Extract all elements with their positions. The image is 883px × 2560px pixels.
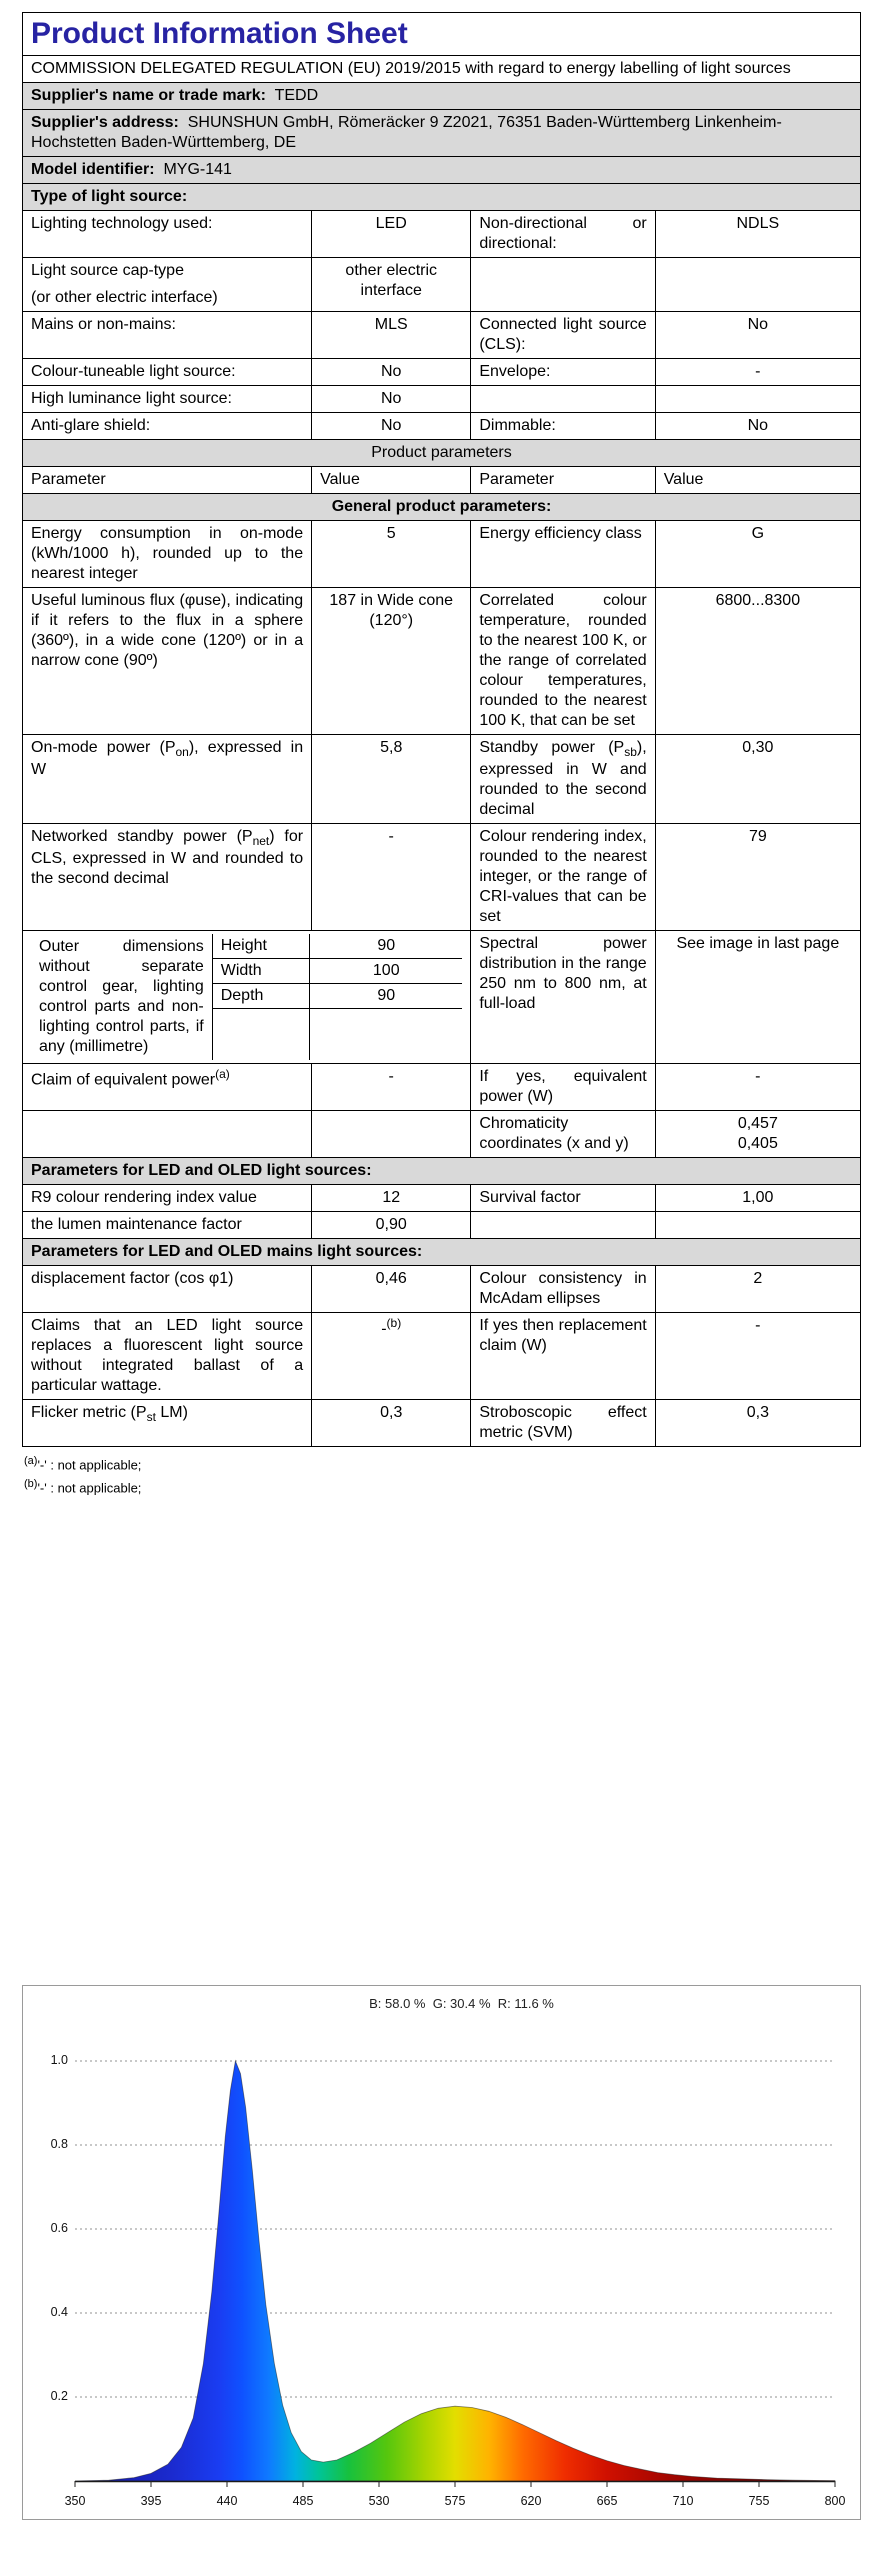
led-oled-header-row [23, 1158, 861, 1185]
mains-header: Parameters for LED and OLED mains light sources: [23, 1239, 861, 1266]
subscript: st [146, 1410, 156, 1425]
param-value-cell: - [312, 824, 471, 931]
dimension-name: Width [212, 959, 309, 984]
dimension-value: 90 [309, 984, 462, 1009]
param-value-cell: - [312, 1064, 471, 1111]
y-axis-tick-label: 0.2 [50, 2389, 68, 2403]
outer-dimensions-row [23, 931, 861, 1064]
subscript: net [252, 834, 270, 849]
equivalent-power-row [23, 1064, 861, 1111]
subtitle-row [23, 56, 861, 83]
supplier-address-value: SHUNSHUN GmbH, Römeräcker 9 Z2021, 76351 Baden-Württemberg Linkenheim-Hochstetten Baden-Württemberg, DE [31, 114, 782, 151]
param-label-cell [471, 735, 655, 824]
param-label-cell: displacement factor (cos φ1) [23, 1266, 312, 1313]
model-identifier-cell [23, 157, 861, 184]
supplier-name-row [23, 83, 861, 110]
label-text: ), expressed in W and rounded to the second decimal [479, 739, 647, 819]
y-axis-tick-label: 0.8 [50, 2137, 68, 2151]
type-value-cell: No [312, 386, 471, 413]
label-text: Networked standby power (P [31, 828, 253, 846]
title-cell [23, 13, 861, 56]
param-label-cell [471, 1212, 655, 1239]
type-value-cell: No [312, 413, 471, 440]
spectrum-area-path [75, 2061, 835, 2481]
chromaticity-y: 0,405 [737, 1135, 778, 1153]
dimension-filler [212, 1009, 309, 1060]
footnote-b [24, 1476, 861, 1498]
label-text: On-mode power (P [31, 739, 176, 756]
param-value-cell [655, 1212, 860, 1239]
param-label-cell [23, 1400, 312, 1447]
type-label-cell: Mains or non-mains: [23, 312, 312, 359]
chart-x-axis [64, 2491, 846, 2513]
label-text: LM) [155, 1404, 188, 1422]
type-label-cell: Colour-tuneable light source: [23, 359, 312, 386]
general-parameters-header-row [23, 494, 861, 521]
param-label-cell: Chromaticity coordinates (x and y) [471, 1111, 655, 1158]
fluorescent-claim-row [23, 1313, 861, 1400]
type-label-cell [471, 386, 655, 413]
type-table-row [23, 413, 861, 440]
cap-type-label-line2: (or other electric interface) [31, 289, 218, 306]
x-axis-tick-label: 575 [444, 2494, 466, 2508]
led-oled-header: Parameters for LED and OLED light sources: [23, 1158, 861, 1185]
param-label-cell: Stroboscopic effect metric (SVM) [471, 1400, 655, 1447]
param-value-cell: 12 [312, 1185, 471, 1212]
label-text: Flicker metric (P [31, 1404, 147, 1422]
value-text: - [381, 1320, 387, 1338]
column-header-cell: Value [655, 467, 860, 494]
param-value-cell [655, 1111, 860, 1158]
type-label-cell: Connected light source (CLS): [471, 312, 655, 359]
supplier-address-row [23, 110, 861, 157]
param-value-cell: 2 [655, 1266, 860, 1313]
dimension-value: 100 [309, 959, 462, 984]
type-label-cell: Envelope: [471, 359, 655, 386]
x-axis-tick-label: 800 [824, 2494, 846, 2508]
param-value-cell: 0,46 [312, 1266, 471, 1313]
cap-type-label-line1: Light source cap-type [31, 262, 184, 279]
type-value-cell: - [655, 359, 860, 386]
type-of-light-source-header: Type of light source: [23, 184, 861, 211]
model-identifier-value: MYG-141 [163, 161, 232, 178]
param-value-cell: 79 [655, 824, 860, 931]
param-label-cell: the lumen maintenance factor [23, 1212, 312, 1239]
type-label-cell: Anti-glare shield: [23, 413, 312, 440]
supplier-name-label: Supplier's name or trade mark: [31, 87, 266, 104]
type-label-cell: High luminance light source: [23, 386, 312, 413]
chart-bgr-percentages-label: B: 58.0 % G: 30.4 % R: 11.6 % [369, 1996, 554, 2011]
document-title: Product Information Sheet [31, 17, 408, 50]
param-label-cell [23, 735, 312, 824]
param-value-cell: 5,8 [312, 735, 471, 824]
type-label-cell: Lighting technology used: [23, 211, 312, 258]
x-axis-tick-label: 395 [140, 2494, 162, 2508]
type-table-row [23, 258, 861, 312]
x-axis-tick-label: 350 [64, 2494, 86, 2508]
luminous-flux-row [23, 588, 861, 735]
param-value-cell: See image in last page [655, 931, 860, 1064]
param-label-cell: Correlated colour temperature, rounded to the nearest 100 K, or the range of correlated colour temperatures, rounded to the nearest 100 K, that can be set [471, 588, 655, 735]
param-value-cell: 0,30 [655, 735, 860, 824]
param-value-cell: 0,3 [655, 1400, 860, 1447]
param-label-cell: Survival factor [471, 1185, 655, 1212]
footnote-marker: (b) [24, 1477, 38, 1490]
r9-row [23, 1185, 861, 1212]
label-text: ), expressed in W [31, 739, 304, 779]
param-label-cell: Useful luminous flux (φuse), indicating if it refers to the flux in a sphere (360º), in a wide cone (120º) or in a narrow cone (90º) [23, 588, 312, 735]
param-column-headers-row [23, 467, 861, 494]
param-value-cell: 0,3 [312, 1400, 471, 1447]
flicker-metric-row [23, 1400, 861, 1447]
param-label-cell [23, 1064, 312, 1111]
regulation-subtitle: COMMISSION DELEGATED REGULATION (EU) 2019/2015 with regard to energy labelling of light sources [23, 56, 861, 83]
column-header-cell: Parameter [23, 467, 312, 494]
dimensions-grid [31, 934, 462, 1060]
param-value-cell: 0,90 [312, 1212, 471, 1239]
footnote-text: '-' : not applicable; [37, 1457, 142, 1473]
dimension-name: Depth [212, 984, 309, 1009]
param-label-cell: Energy efficiency class [471, 521, 655, 588]
type-label-cell: Dimmable: [471, 413, 655, 440]
type-table-row [23, 211, 861, 258]
dimension-name: Height [212, 934, 309, 959]
type-label-cell [23, 258, 312, 312]
type-value-cell: No [312, 359, 471, 386]
param-value-cell: - [655, 1313, 860, 1400]
chromaticity-x: 0,457 [737, 1115, 778, 1133]
supplier-address-label: Supplier's address: [31, 114, 179, 131]
x-axis-tick-label: 665 [596, 2494, 618, 2508]
supplier-address-cell [23, 110, 861, 157]
type-value-cell: other electric interface [312, 258, 471, 312]
y-axis-tick-label: 1.0 [50, 2053, 68, 2067]
param-label-cell: Spectral power distribution in the range 250 nm to 800 nm, at full-load [471, 931, 655, 1064]
dimension-value: 90 [309, 934, 462, 959]
subscript: sb [624, 745, 637, 760]
param-label-cell: If yes, equivalent power (W) [471, 1064, 655, 1111]
footnote-marker: (a) [24, 1455, 38, 1468]
label-text: ) for CLS, expressed in W and rounded to the second decimal [31, 828, 304, 888]
networked-standby-row [23, 824, 861, 931]
x-axis-tick-label: 620 [520, 2494, 542, 2508]
lumen-maintenance-row [23, 1212, 861, 1239]
x-axis-tick-label: 710 [672, 2494, 694, 2508]
chromaticity-row [23, 1111, 861, 1158]
chart-gridlines [75, 2061, 835, 2397]
model-identifier-row [23, 157, 861, 184]
param-label-cell: Energy consumption in on-mode (kWh/1000 h), rounded up to the nearest integer [23, 521, 312, 588]
general-parameters-header: General product parameters: [23, 494, 861, 521]
footnotes [22, 1453, 861, 1498]
label-text: Claim of equivalent power [31, 1071, 216, 1089]
param-value-cell: 6800...8300 [655, 588, 860, 735]
chart-body [35, 2013, 848, 2513]
type-value-cell: No [655, 413, 860, 440]
dimensions-label: Outer dimensions without separate control gear, lighting control parts and non-lighting control parts, if any (millimetre) [39, 938, 204, 1056]
supplier-name-cell [23, 83, 861, 110]
mains-header-row [23, 1239, 861, 1266]
product-parameters-header: Product parameters [23, 440, 861, 467]
footnote-marker: (a) [215, 1067, 230, 1082]
document-table [22, 12, 861, 1447]
spectral-power-distribution-chart [22, 1985, 861, 2520]
type-of-light-source-header-row [23, 184, 861, 211]
param-value-cell [312, 1313, 471, 1400]
type-value-cell [655, 258, 860, 312]
supplier-name-value: TEDD [274, 87, 319, 104]
type-value-cell: No [655, 312, 860, 359]
energy-consumption-row [23, 521, 861, 588]
type-value-cell: NDLS [655, 211, 860, 258]
param-value-cell: 187 in Wide cone (120°) [312, 588, 471, 735]
type-value-cell: LED [312, 211, 471, 258]
param-label-cell: Colour rendering index, rounded to the nearest integer, or the range of CRI-values that can be set [471, 824, 655, 931]
type-label-cell: Non-directional or directional: [471, 211, 655, 258]
on-mode-power-row [23, 735, 861, 824]
type-table-row [23, 386, 861, 413]
y-axis-tick-label: 0.6 [50, 2221, 68, 2235]
param-label-cell [23, 824, 312, 931]
column-header-cell: Parameter [471, 467, 655, 494]
empty-cell [23, 1111, 312, 1158]
y-axis-tick-label: 0.4 [50, 2305, 68, 2319]
x-axis-tick-label: 485 [292, 2494, 314, 2508]
chart-y-axis [35, 2013, 75, 2491]
type-value-cell [655, 386, 860, 413]
model-identifier-label: Model identifier: [31, 161, 155, 178]
outer-dimensions-cell [23, 931, 471, 1064]
chart-plot-area [64, 2013, 846, 2513]
type-table-row [23, 312, 861, 359]
title-row [23, 13, 861, 56]
param-value-cell: 5 [312, 521, 471, 588]
empty-cell [312, 1111, 471, 1158]
type-value-cell: MLS [312, 312, 471, 359]
param-label-cell: If yes then replacement claim (W) [471, 1313, 655, 1400]
product-parameters-header-row [23, 440, 861, 467]
x-axis-tick-label: 755 [748, 2494, 770, 2508]
footnote-text: '-' : not applicable; [37, 1479, 142, 1495]
param-label-cell: Colour consistency in McAdam ellipses [471, 1266, 655, 1313]
label-text: Standby power (P [479, 739, 625, 756]
x-axis-tick-label: 530 [368, 2494, 390, 2508]
type-table-row [23, 359, 861, 386]
param-value-cell: G [655, 521, 860, 588]
footnote-a [24, 1453, 861, 1475]
subscript: on [175, 745, 189, 760]
param-label-cell: R9 colour rendering index value [23, 1185, 312, 1212]
displacement-factor-row [23, 1266, 861, 1313]
param-label-cell: Claims that an LED light source replaces a fluorescent light source without integrated ballast of a particular wattage. [23, 1313, 312, 1400]
param-value-cell: - [655, 1064, 860, 1111]
param-value-cell: 1,00 [655, 1185, 860, 1212]
footnote-marker: (b) [386, 1316, 402, 1331]
type-label-cell [471, 258, 655, 312]
column-header-cell: Value [312, 467, 471, 494]
spd-svg [75, 2013, 835, 2491]
dimension-filler [309, 1009, 462, 1060]
x-axis-tick-label: 440 [216, 2494, 238, 2508]
